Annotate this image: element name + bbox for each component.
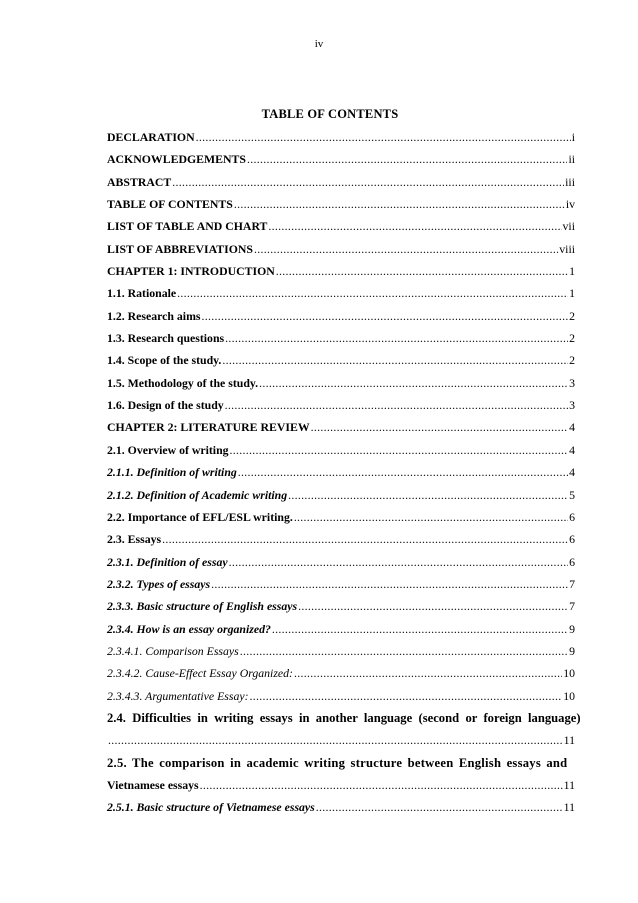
toc-leader-dots xyxy=(238,461,568,483)
toc-entry xyxy=(107,238,575,260)
toc-entry-page: 6 xyxy=(569,532,575,547)
toc-entry-label: CHAPTER 2: LITERATURE REVIEW xyxy=(107,420,310,435)
toc-entry-page: iii xyxy=(565,174,575,189)
toc-entry-label: 2.3.1. Definition of essay xyxy=(107,554,228,569)
toc-entry-2-5-line1: 2.5. The comparison in academic writing structure between English essays and xyxy=(107,755,568,770)
toc-entry xyxy=(107,484,575,506)
toc-entry-label: CHAPTER 1: INTRODUCTION xyxy=(107,264,275,279)
toc-entry-label: 2.2. Importance of EFL/ESL writing. xyxy=(107,509,293,524)
toc-leader-dots xyxy=(222,349,568,371)
toc-leader-dots xyxy=(177,282,568,304)
toc-entry-label: 2.1.1. Definition of writing xyxy=(107,465,237,480)
toc-entry-page: 9 xyxy=(569,621,575,636)
toc-entry-page: 3 xyxy=(569,398,575,413)
toc-leader-dots xyxy=(276,260,568,282)
toc-leader-dots xyxy=(108,729,563,751)
toc-entry xyxy=(107,618,575,640)
toc-entry xyxy=(107,394,575,416)
toc-entry-page: vii xyxy=(562,219,575,234)
toc-entry-page: 3 xyxy=(569,375,575,390)
toc-title: TABLE OF CONTENTS xyxy=(261,107,399,121)
toc-entry xyxy=(107,171,575,193)
toc-entry-page: 1 xyxy=(569,264,575,279)
toc-leader-dots xyxy=(211,573,568,595)
toc-entry xyxy=(107,215,575,237)
toc-entry-label: 2.3.4.1. Comparison Essays xyxy=(107,643,239,658)
toc-entry xyxy=(107,305,575,327)
toc-entry xyxy=(107,685,575,707)
toc-entry xyxy=(107,260,575,282)
toc-entry-label: 1.5. Methodology of the study. xyxy=(107,375,259,390)
toc-leader-dots xyxy=(225,327,568,349)
toc-entry-page: 4 xyxy=(569,465,575,480)
toc-entry xyxy=(107,416,575,438)
toc-entry-2-4-line2 xyxy=(107,729,575,751)
toc-entry-page: 7 xyxy=(569,576,575,591)
toc-list xyxy=(107,126,581,819)
toc-entry-page: 10 xyxy=(563,688,575,703)
toc-entry-label: 2.3.3. Basic structure of English essays xyxy=(107,599,298,614)
toc-entry-page: 11 xyxy=(563,800,575,815)
toc-entry xyxy=(107,126,575,148)
toc-entry-page: viii xyxy=(559,241,575,256)
toc-leader-dots xyxy=(202,305,569,327)
toc-entry xyxy=(107,528,575,550)
toc-entry-label: 2.5.1. Basic structure of Vietnamese essays xyxy=(107,800,315,815)
toc-leader-dots xyxy=(294,506,568,528)
toc-entry xyxy=(107,662,575,684)
toc-entry xyxy=(107,349,575,371)
toc-entry-label: ABSTRACT xyxy=(107,174,172,189)
toc-entry-2-5-1 xyxy=(107,796,575,818)
toc-entry xyxy=(107,439,575,461)
toc-entry-label: 1.1. Rationale xyxy=(107,286,177,301)
toc-entry-label: 2.1. Overview of writing xyxy=(107,442,229,457)
toc-leader-dots xyxy=(254,238,558,260)
toc-leader-dots xyxy=(240,640,568,662)
toc-entry-page: ii xyxy=(568,152,575,167)
toc-entry-label: 1.6. Design of the study xyxy=(107,398,224,413)
toc-entry-page: 2 xyxy=(569,353,575,368)
toc-entry-page: 4 xyxy=(569,442,575,457)
toc-entry-label: ACKNOWLEDGEMENTS xyxy=(107,152,246,167)
toc-leader-dots xyxy=(172,171,564,193)
toc-leader-dots xyxy=(247,148,567,170)
toc-entry xyxy=(107,461,575,483)
toc-entry xyxy=(107,595,575,617)
toc-leader-dots xyxy=(200,774,563,796)
toc-entry-page: 6 xyxy=(569,554,575,569)
toc-entry-page: 4 xyxy=(569,420,575,435)
toc-entry-label: 2.3.4.3. Argumentative Essay: xyxy=(107,688,249,703)
toc-leader-dots xyxy=(272,618,568,640)
toc-entry xyxy=(107,327,575,349)
toc-entry-label: 2.3.4.2. Cause-Effect Essay Organized: xyxy=(107,666,293,681)
toc-entry-label: 2.3.2. Types of essays xyxy=(107,576,211,591)
toc-leader-dots xyxy=(162,528,568,550)
toc-entry-label: LIST OF TABLE AND CHART xyxy=(107,219,268,234)
toc-leader-dots xyxy=(311,416,568,438)
toc-entry-label: Vietnamese essays xyxy=(107,777,199,792)
toc-entry-label: TABLE OF CONTENTS xyxy=(107,197,233,212)
toc-entry-label: 1.3. Research questions xyxy=(107,331,225,346)
toc-entry-page: 6 xyxy=(569,509,575,524)
toc-entry-label: 2.1.2. Definition of Academic writing xyxy=(107,487,288,502)
toc-entry-2-4-line1: 2.4. Difficulties in writing essays in another language (second or foreign language) xyxy=(107,710,581,725)
toc-entry-label: 1.2. Research aims xyxy=(107,308,201,323)
toc-leader-dots xyxy=(259,372,568,394)
page-number: iv xyxy=(314,38,324,50)
toc-leader-dots xyxy=(230,439,569,461)
toc-entry xyxy=(107,573,575,595)
toc-entry xyxy=(107,551,575,573)
toc-entry-label: 2.3. Essays xyxy=(107,532,162,547)
toc-entry-page: 11 xyxy=(563,777,575,792)
toc-entry-page: 11 xyxy=(563,733,575,748)
toc-entry-label: DECLARATION xyxy=(107,130,195,144)
toc-entry-page: iv xyxy=(565,197,575,212)
toc-entry-page: 10 xyxy=(563,666,575,681)
toc-leader-dots xyxy=(234,193,565,215)
toc-entry-label: 2.3.4. How is an essay organized? xyxy=(107,621,271,636)
toc-entry-page: 5 xyxy=(569,487,575,502)
toc-leader-dots xyxy=(298,595,568,617)
toc-entry-2-5-line2 xyxy=(107,774,575,796)
toc-entry xyxy=(107,372,575,394)
toc-leader-dots xyxy=(250,685,563,707)
toc-entry-label: 1.4. Scope of the study. xyxy=(107,353,222,368)
toc-entry-page: 9 xyxy=(569,643,575,658)
toc-entry-page: 2 xyxy=(569,331,575,346)
toc-entry-label: LIST OF ABBREVIATIONS xyxy=(107,241,253,256)
toc-leader-dots xyxy=(268,215,561,237)
toc-entry xyxy=(107,193,575,215)
toc-entry-page: 7 xyxy=(569,599,575,614)
toc-entry xyxy=(107,282,575,304)
toc-entry-page: 1 xyxy=(569,286,575,301)
toc-entry xyxy=(107,148,575,170)
toc-leader-dots xyxy=(229,551,569,573)
toc-entry xyxy=(107,640,575,662)
toc-leader-dots xyxy=(196,126,571,148)
toc-entry xyxy=(107,506,575,528)
toc-entry-page: 2 xyxy=(569,308,575,323)
toc-leader-dots xyxy=(225,394,568,416)
toc-entry-page: i xyxy=(571,130,575,144)
toc-leader-dots xyxy=(294,662,562,684)
toc-leader-dots xyxy=(316,796,563,818)
toc-leader-dots xyxy=(288,484,568,506)
